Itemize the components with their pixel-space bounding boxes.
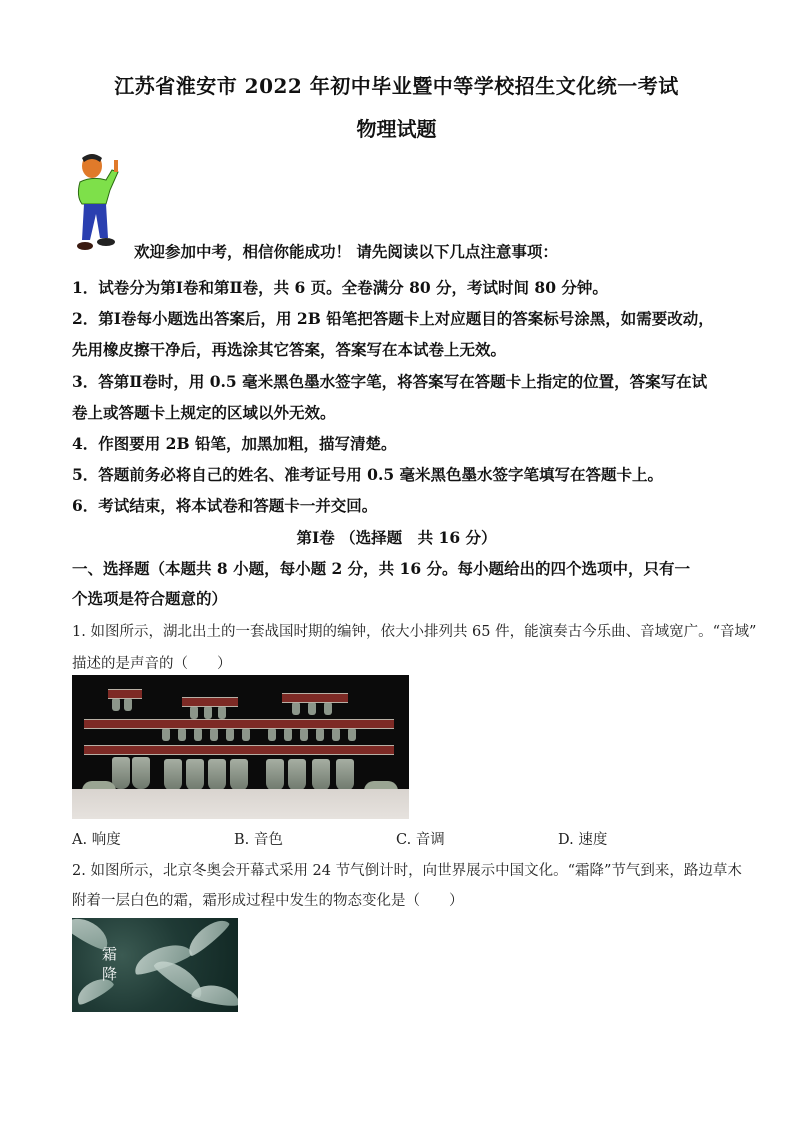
welcome-text: 欢迎参加中考，相信你能成功！ 请先阅读以下几点注意事项： (134, 242, 558, 261)
notice-1: 1．试卷分为第Ⅰ卷和第Ⅱ卷，共 6 页。全卷满分 80 分，考试时间 80 分钟。 (72, 278, 608, 297)
notice-2: 2．第Ⅰ卷每小题选出答案后，用 2B 铅笔把答题卡上对应题目的答案标号涂黑，如需要改动， (72, 309, 714, 328)
notice-3: 3．答第Ⅱ卷时，用 0.5 毫米黑色墨水签字笔，将答案写在答题卡上指定的位置，答案写在试 (72, 372, 708, 391)
question-1-option-d: D. 速度 (558, 832, 608, 848)
frost-leaves-image (72, 918, 238, 1012)
notice-3-cont: 卷上或答题卡上规定的区域以外无效。 (72, 403, 336, 422)
notice-5: 5．答题前务必将自己的姓名、准考证号用 0.5 毫米黑色墨水签字笔填写在答题卡上。 (72, 465, 664, 484)
section-instructions: 一、选择题（本题共 8 小题，每小题 2 分，共 16 分。每小题给出的四个选项中，只有一 (72, 559, 691, 578)
question-1-option-b: B. 音色 (234, 832, 283, 848)
question-1-option-c: C. 音调 (396, 832, 445, 848)
notice-2-cont: 先用橡皮擦干净后，再选涂其它答案，答案写在本试卷上无效。 (72, 340, 507, 359)
exam-subtitle: 物理试题 (356, 117, 437, 141)
chime-bells-image (72, 675, 409, 819)
cartoon-boy-icon (72, 152, 134, 256)
frost-image-caption: 霜 降 (102, 945, 118, 983)
exam-title: 江苏省淮安市 2022 年初中毕业暨中等学校招生文化统一考试 (114, 74, 679, 98)
question-1-option-a: A. 响度 (72, 832, 121, 848)
section-heading: 第Ⅰ卷 （选择题 共 16 分） (296, 528, 497, 547)
question-2-text-cont: 附着一层白色的霜，霜形成过程中发生的物态变化是（ ） (72, 893, 464, 909)
question-1-text: 1. 如图所示，湖北出土的一套战国时期的编钟，依大小排列共 65 件，能演奏古今乐曲、音域宽广。“音域” (72, 624, 757, 640)
section-instructions-cont: 个选项是符合题意的） (72, 589, 228, 608)
notice-4: 4．作图要用 2B 铅笔，加黑加粗，描写清楚。 (72, 434, 397, 453)
question-2-text: 2. 如图所示，北京冬奥会开幕式采用 24 节气倒计时，向世界展示中国文化。“霜降”节气到来，路边草木 (72, 863, 742, 879)
notice-6: 6．考试结束，将本试卷和答题卡一并交回。 (72, 496, 378, 515)
question-1-text-cont: 描述的是声音的（ ） (72, 656, 232, 672)
